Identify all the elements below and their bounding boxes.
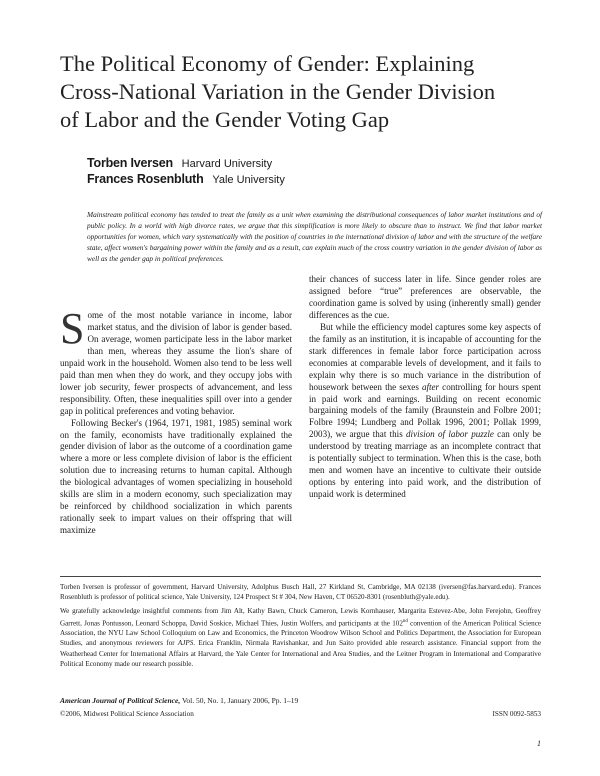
text-run: convention of the American Political Science Association, the NYU Law School Colloquium on Law and Economics, the Princeton Woodrow Wilson School and Politics Department, the Association for European Studies, and anonymous reviewers for bbox=[60, 618, 542, 648]
abstract: Mainstream political economy has tended to treat the family as a unit when examining the distributional consequences of labor market institutions and of public policy. In a world with high divorce rates, we argue that this simplification is more likely to obscure than to instruct. We find that labor market opportunities for women, which vary systematically with the position of countries in the international division of labor and with the structure of the welfare state, affect women's bargaining power within the family and as a result, can explain much of the cross country variation in the gender division of labor as well as the gender gap in political preferences. bbox=[87, 210, 542, 263]
text-run: But while the efficiency model captures some key aspects of the family as an institution, it is incapable of accounting for the stark differences in female labor force participation across economies at comparable levels of development, and it fails to explain why there is so much variance in the distribution of housework between the sexes bbox=[309, 321, 541, 392]
emphasis: after bbox=[421, 381, 440, 392]
text-run: . Erica Franklin, Nirmala Ravishankar, and Jun Saito provided able research assistance. Financial support from the Weatherhead Center for International Affairs at Harvard, the Yale Center for International and Area Studies, and the Leitner Program in International and Comparative Political Economy made our research possible. bbox=[60, 639, 542, 668]
author-note: Torben Iversen is professor of government, Harvard University, Adolphus Busch Hall, 27 Kirkland St, Cambridge, MA 02138 (iversen@fas.harvard.edu). Frances Rosenbluth is professor of political science, Yale University, 124 Prospect St # 304, New Haven, CT 06520-8301 (rosenbluth@yale.edu). bbox=[60, 583, 541, 602]
text-run: controlling for hours spent in paid work and earnings. Building on recent economic bargaining models of the family (Braunstein and Folbre 2001; Folbre 1994; Lundberg and Pollak 1996, 2001; Pollak 1999, 2003), we argue that this bbox=[309, 381, 541, 440]
author-affiliation: Harvard University bbox=[181, 158, 273, 170]
paragraph-text: ome of the most notable variance in income, labor market status, and the division of labor is gender based. On average, women participate less in the labor market than men, whereas they assume the lion's share of unpaid work in the household. Women also tend to be less well paid than men when they do work, and they occupy jobs with lower job security, fewer prospects of advancement, and less responsibility. Often, these inequalities spill over into a gender gap in political preferences and voting behavior. bbox=[60, 310, 292, 416]
title-line: Cross-National Variation in the Gender Division bbox=[60, 79, 496, 104]
author-name: Torben Iversen bbox=[87, 156, 173, 170]
text-run: We gratefully acknowledge insightful comments from Jim Alt, Kathy Bawn, Chuck Cameron, Lewis Kornhauser, Margarita Estevez-Abe, John Ferejohn, Geoffrey Garrett, Jonas Pontusson, Leonard Schoppa, David Soskice, Michael Thies, Justin Wolfers, and participants at the 102 bbox=[60, 607, 541, 627]
text-run: can only be understood by treating marriage as an incomplete contract that is potentially subject to termination. When this is the case, both men and women have an incentive to cultivate their outside options by entering into paid work, and the distribution of unpaid work is determined bbox=[309, 429, 541, 500]
page-number: 1 bbox=[537, 739, 541, 748]
body-column-right bbox=[309, 274, 541, 501]
author-1 bbox=[87, 156, 272, 170]
superscript: nd bbox=[402, 618, 408, 624]
paper-title bbox=[60, 50, 550, 134]
body-column-left bbox=[60, 304, 292, 537]
journal-citation bbox=[60, 696, 298, 705]
paragraph bbox=[309, 322, 541, 501]
author-affiliation: Yale University bbox=[212, 174, 285, 186]
title-line: The Political Economy of Gender: Explaining bbox=[60, 51, 475, 76]
author-name: Frances Rosenbluth bbox=[87, 172, 204, 186]
emphasis: division of labor puzzle bbox=[406, 429, 494, 440]
journal-title: American Journal of Political Science, bbox=[60, 696, 181, 705]
drop-cap: S bbox=[60, 304, 85, 353]
author-2 bbox=[87, 172, 285, 186]
paragraph: Following Becker's (1964, 1971, 1981, 1985) seminal work on the family, economists have traditionally explained the gender division of labor as the outcome of a coordination game where a more or less complete division of labor is the efficient solution due to increasing returns to human capital. Although the biological advantages of women specializing in household skills are slim in a modern economy, such specialization may be reinforced by childhood socialization in which parents rationally seek to impart values on their offspring that will maximize bbox=[60, 417, 292, 536]
issn: ISSN 0092-5853 bbox=[492, 710, 541, 718]
footnotes bbox=[60, 582, 541, 669]
copyright: ©2006, Midwest Political Science Association bbox=[60, 710, 194, 718]
paragraph bbox=[60, 304, 292, 418]
title-line: of Labor and the Gender Voting Gap bbox=[60, 107, 390, 132]
paragraph: their chances of success later in life. Since gender roles are assigned before “true” preferences are observable, the coordination game is solved by using (inherently small) gender differences as the cue. bbox=[309, 274, 541, 320]
journal-info: Vol. 50, No. 1, January 2006, Pp. 1–19 bbox=[180, 696, 299, 705]
footnote-divider bbox=[60, 576, 541, 577]
acknowledgments bbox=[60, 606, 541, 669]
emphasis: AJPS bbox=[177, 639, 194, 648]
